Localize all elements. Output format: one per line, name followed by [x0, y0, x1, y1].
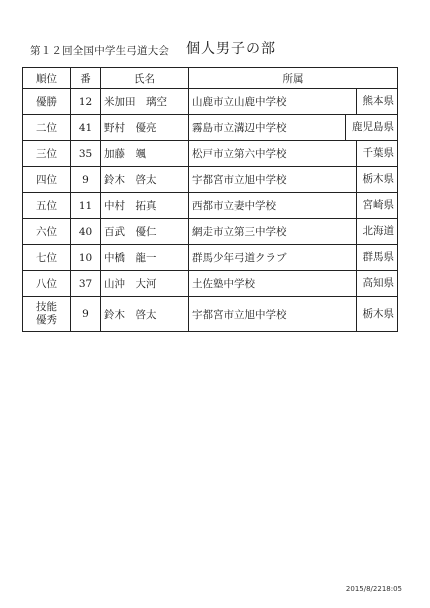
prefecture-label: 栃木県	[356, 167, 395, 192]
name-cell: 中村 拓真	[101, 193, 189, 219]
rank-cell: 三位	[23, 141, 71, 167]
name-cell: 百武 優仁	[101, 219, 189, 245]
number-cell: 9	[71, 297, 101, 332]
division-title: 個人男子の部	[186, 41, 276, 57]
number-cell: 9	[71, 167, 101, 193]
prefecture-cell	[336, 271, 398, 297]
school-cell: 西都市立妻中学校	[189, 193, 336, 219]
rank-cell: 六位	[23, 219, 71, 245]
prefecture-cell	[336, 141, 398, 167]
prefecture-cell	[336, 193, 398, 219]
prefecture-label: 高知県	[356, 271, 395, 296]
name-cell: 米加田 璃空	[101, 89, 189, 115]
prefecture-cell	[336, 89, 398, 115]
school-cell: 土佐塾中学校	[189, 271, 336, 297]
prefecture-cell	[336, 167, 398, 193]
prefecture-label: 宮崎県	[356, 193, 395, 218]
name-cell: 鈴木 啓太	[101, 297, 189, 332]
prefecture-cell	[336, 297, 398, 332]
prefecture-label: 鹿児島県	[345, 115, 394, 140]
name-cell: 山沖 大河	[101, 271, 189, 297]
school-cell: 山鹿市立山鹿中学校	[189, 89, 336, 115]
rank-line-2: 優秀	[36, 314, 57, 326]
prefecture-label: 群馬県	[356, 245, 395, 270]
document-header	[30, 38, 410, 58]
number-cell: 37	[71, 271, 101, 297]
results-table	[22, 67, 398, 332]
prefecture-cell	[336, 219, 398, 245]
table-row	[23, 271, 398, 297]
rank-cell	[23, 297, 71, 332]
rank-cell: 七位	[23, 245, 71, 271]
school-cell: 群馬少年弓道クラブ	[189, 245, 336, 271]
name-cell: 鈴木 啓太	[101, 167, 189, 193]
school-cell: 霧島市立溝辺中学校	[189, 115, 336, 141]
number-cell: 41	[71, 115, 101, 141]
column-header-rank: 順位	[23, 68, 71, 89]
rank-cell: 五位	[23, 193, 71, 219]
rank-cell: 優勝	[23, 89, 71, 115]
column-header-number: 番	[71, 68, 101, 89]
table-row	[23, 219, 398, 245]
table-header-row	[23, 68, 398, 89]
table-row	[23, 297, 398, 332]
name-cell: 加藤 颯	[101, 141, 189, 167]
school-cell: 松戸市立第六中学校	[189, 141, 336, 167]
number-cell: 10	[71, 245, 101, 271]
school-cell: 網走市立第三中学校	[189, 219, 336, 245]
name-cell: 野村 優亮	[101, 115, 189, 141]
prefecture-label: 栃木県	[356, 297, 395, 331]
table-row	[23, 245, 398, 271]
table-row	[23, 115, 398, 141]
name-cell: 中橋 龍一	[101, 245, 189, 271]
rank-cell: 八位	[23, 271, 71, 297]
number-cell: 35	[71, 141, 101, 167]
number-cell: 12	[71, 89, 101, 115]
prefecture-label: 千葉県	[356, 141, 395, 166]
table-row	[23, 141, 398, 167]
prefecture-label: 北海道	[356, 219, 395, 244]
number-cell: 11	[71, 193, 101, 219]
column-header-affiliation: 所属	[189, 68, 398, 89]
number-cell: 40	[71, 219, 101, 245]
prefecture-cell	[336, 115, 398, 141]
event-title: 第１２回全国中学生弓道大会	[30, 45, 170, 57]
rank-cell: 二位	[23, 115, 71, 141]
table-row	[23, 89, 398, 115]
table-row	[23, 167, 398, 193]
prefecture-label: 熊本県	[356, 89, 395, 114]
rank-cell: 四位	[23, 167, 71, 193]
column-header-name: 氏名	[101, 68, 189, 89]
school-cell: 宇都宮市立旭中学校	[189, 167, 336, 193]
school-cell: 宇都宮市立旭中学校	[189, 297, 336, 332]
prefecture-cell	[336, 245, 398, 271]
table-row	[23, 193, 398, 219]
print-timestamp: 2015/8/2218:05	[345, 585, 402, 593]
rank-line-1: 技能	[36, 301, 57, 313]
